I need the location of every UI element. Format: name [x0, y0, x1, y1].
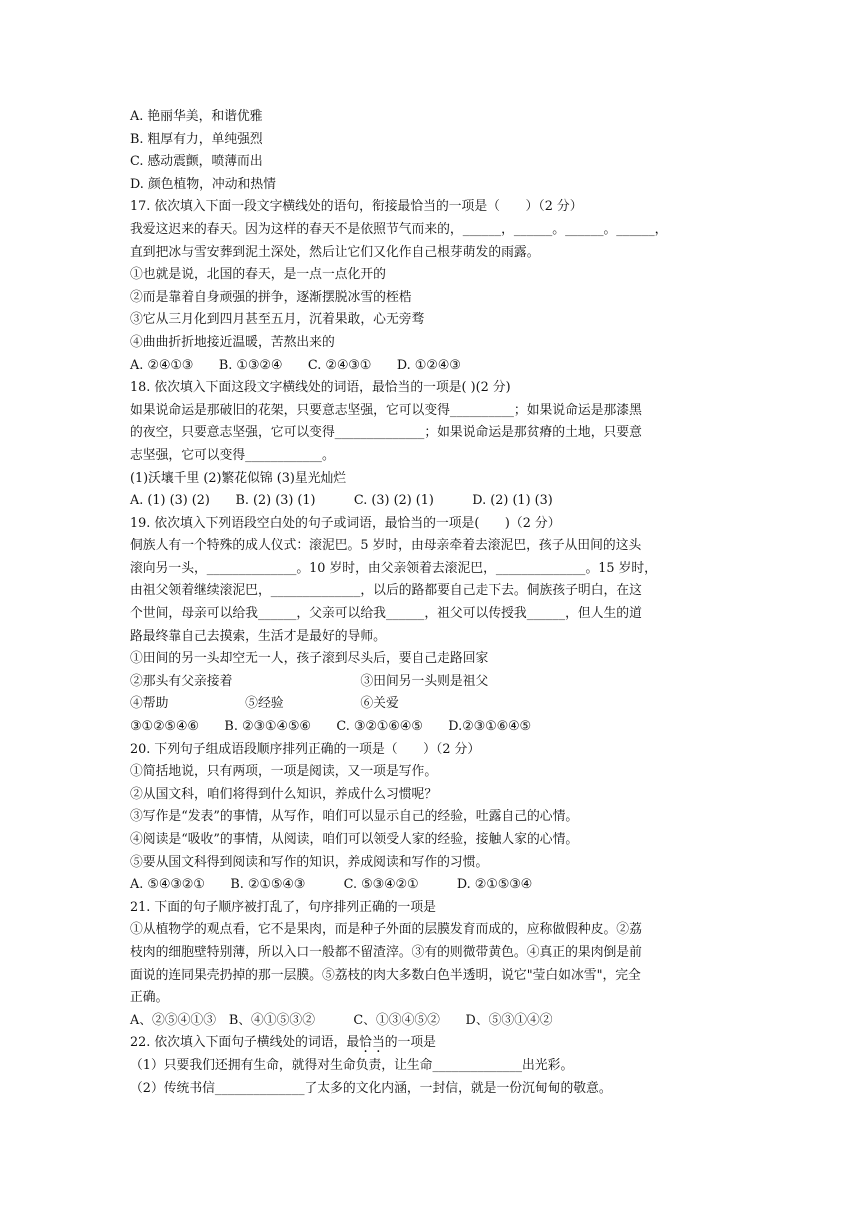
- text-line: 我爱这迟来的春天。因为这样的春天不是依照节气而来的，______，______。______。______，: [130, 221, 668, 237]
- q22-stem: [130, 1032, 730, 1055]
- q22-stem-text: 22. 依次填入下面句子横线处的词语，最: [130, 1035, 360, 1051]
- text-line: 19. 依次填入下列语段空白处的句子或词语，最恰当的一项是( )（2 分）: [130, 515, 561, 531]
- text-line: ①简括地说，只有两项，一项是阅读，又一项是写作。: [130, 764, 438, 780]
- text-line: A. (1) (3) (2) B. (2) (3) (1) C. (3) (2) (1) D. (2) (1) (3): [130, 493, 553, 509]
- text-line: 由祖父领着继续滚泥巴，______________，以后的路都要自己走下去。侗族孩子明白，在这: [130, 583, 642, 599]
- text-line: ③写作是“发表”的事情，从写作，咱们可以显示自己的经验，吐露自己的心情。: [130, 809, 579, 825]
- text-line: B. 粗厚有力，单纯强烈: [130, 131, 263, 147]
- text-line: 21. 下面的句子顺序被打乱了，句序排列正确的一项是: [130, 899, 436, 915]
- text-line: C. 感动震颤，喷薄而出: [130, 154, 263, 170]
- text-line: ③①②⑤④⑥ B. ②③①④⑤⑥ C. ③②①⑥④⑤ D.②③①⑥④⑤: [130, 719, 531, 735]
- q22-emphasis-char: 当: [371, 1035, 385, 1051]
- text-line: 17. 依次填入下面一段文字横线处的语句，衔接最恰当的一项是（ ）（2 分）: [130, 199, 583, 215]
- text-line: ③它从三月化到四月甚至五月，沉着果敢，心无旁骛: [130, 312, 425, 328]
- text-line: D. 颜色植物，冲动和热情: [130, 176, 276, 192]
- text-line: 志坚强，它可以变得____________。: [130, 447, 335, 463]
- text-line: A、②⑤④①③ B、④①⑤③② C、①③④⑤② D、⑤③①④②: [130, 1012, 553, 1028]
- text-line: A. 艳丽华美，和谐优雅: [130, 109, 263, 124]
- text-line: 直到把冰与雪安葬到泥土深处，然后让它们又化作自己根芽萌发的雨露。: [130, 244, 540, 260]
- text-line: 路最终靠自己去摸索，生活才是最好的导师。: [130, 628, 386, 644]
- text-line: 滚向另一头，______________。10 岁时，由父亲领着去滚泥巴，______________。15 岁时，: [130, 560, 657, 576]
- q22-stem-text: 的一项是: [384, 1035, 436, 1051]
- text-line: ②那头有父亲接着 ③田间另一头则是祖父: [130, 673, 489, 689]
- text-line: ②从国文科，咱们将得到什么知识，养成什么习惯呢？: [130, 786, 438, 802]
- text-line: 侗族人有一个特殊的成人仪式：滚泥巴。5 岁时，由母亲牵着去滚泥巴，孩子从田间的这头: [130, 538, 642, 554]
- text-line: 18. 依次填入下面这段文字横线处的词语，最恰当的一项是( )(2 分): [130, 380, 511, 396]
- text-line: ⑤要从国文科得到阅读和写作的知识，养成阅读和写作的习惯。: [130, 854, 489, 870]
- text-line: ①从植物学的观点看，它不是果肉，而是种子外面的层膜发育而成的，应称做假种皮。②荔: [130, 922, 642, 938]
- text-line: ④帮助 ⑤经验 ⑥关爱: [130, 696, 399, 712]
- text-line: 面说的连同果壳扔掉的那一层膜。⑤荔枝的肉大多数白色半透明，说它"莹白如冰雪"，完全: [130, 967, 641, 983]
- text-line: ②而是靠着自身顽强的拼争，逐渐摆脱冰雪的桎梏: [130, 289, 412, 305]
- q22-sentence-1: （1）只要我们还拥有生命，就得对生命负责，让生命______________出光彩。: [130, 1057, 574, 1073]
- text-line: 个世间，母亲可以给我______，父亲可以给我______，祖父可以传授我______，但人生的道: [130, 606, 642, 622]
- text-line: ④曲曲折折地接近温暖，苦熬出来的: [130, 334, 335, 350]
- text-line: 如果说命运是那破旧的花架，只要意志坚强，它可以变得__________；如果说命运是那漆黑: [130, 402, 642, 418]
- text-line: 正确。: [130, 990, 169, 1006]
- text-line: 枝肉的细胞壁特别薄，所以入口一般都不留渣滓。③有的则微带黄色。④真正的果肉倒是前: [130, 944, 642, 960]
- q22-emphasis-char: 恰: [359, 1035, 372, 1051]
- question-lines: [130, 106, 730, 1032]
- text-line: 的夜空，只要意志坚强，它可以变得______________；如果说命运是那贫瘠的土地，只要意: [130, 425, 642, 441]
- text-line: 20. 下列句子组成语段顺序排列正确的一项是（ ）（2 分）: [130, 741, 481, 757]
- text-line: ①田间的另一头却空无一人，孩子滚到尽头后，要自己走路回家: [130, 651, 489, 667]
- q22-sentence-2: （2）传统书信______________了太多的文化内涵，一封信，就是一份沉甸甸的敬意。: [130, 1080, 612, 1096]
- text-line: ④阅读是“吸收”的事情，从阅读，咱们可以领受人家的经验，接触人家的心情。: [130, 832, 579, 847]
- text-line: (1)沃壤千里 (2)繁花似锦 (3)星光灿烂: [130, 470, 347, 486]
- text-line: ①也就是说，北国的春天，是一点一点化开的: [130, 267, 386, 283]
- exam-page: [130, 106, 730, 1100]
- text-line: A. ⑤④③②① B. ②①⑤④③ C. ⑤③④②① D. ②①⑤③④: [130, 877, 533, 893]
- text-line: A. ②④①③ B. ①③②④ C. ②④③① D. ①②④③: [130, 357, 461, 373]
